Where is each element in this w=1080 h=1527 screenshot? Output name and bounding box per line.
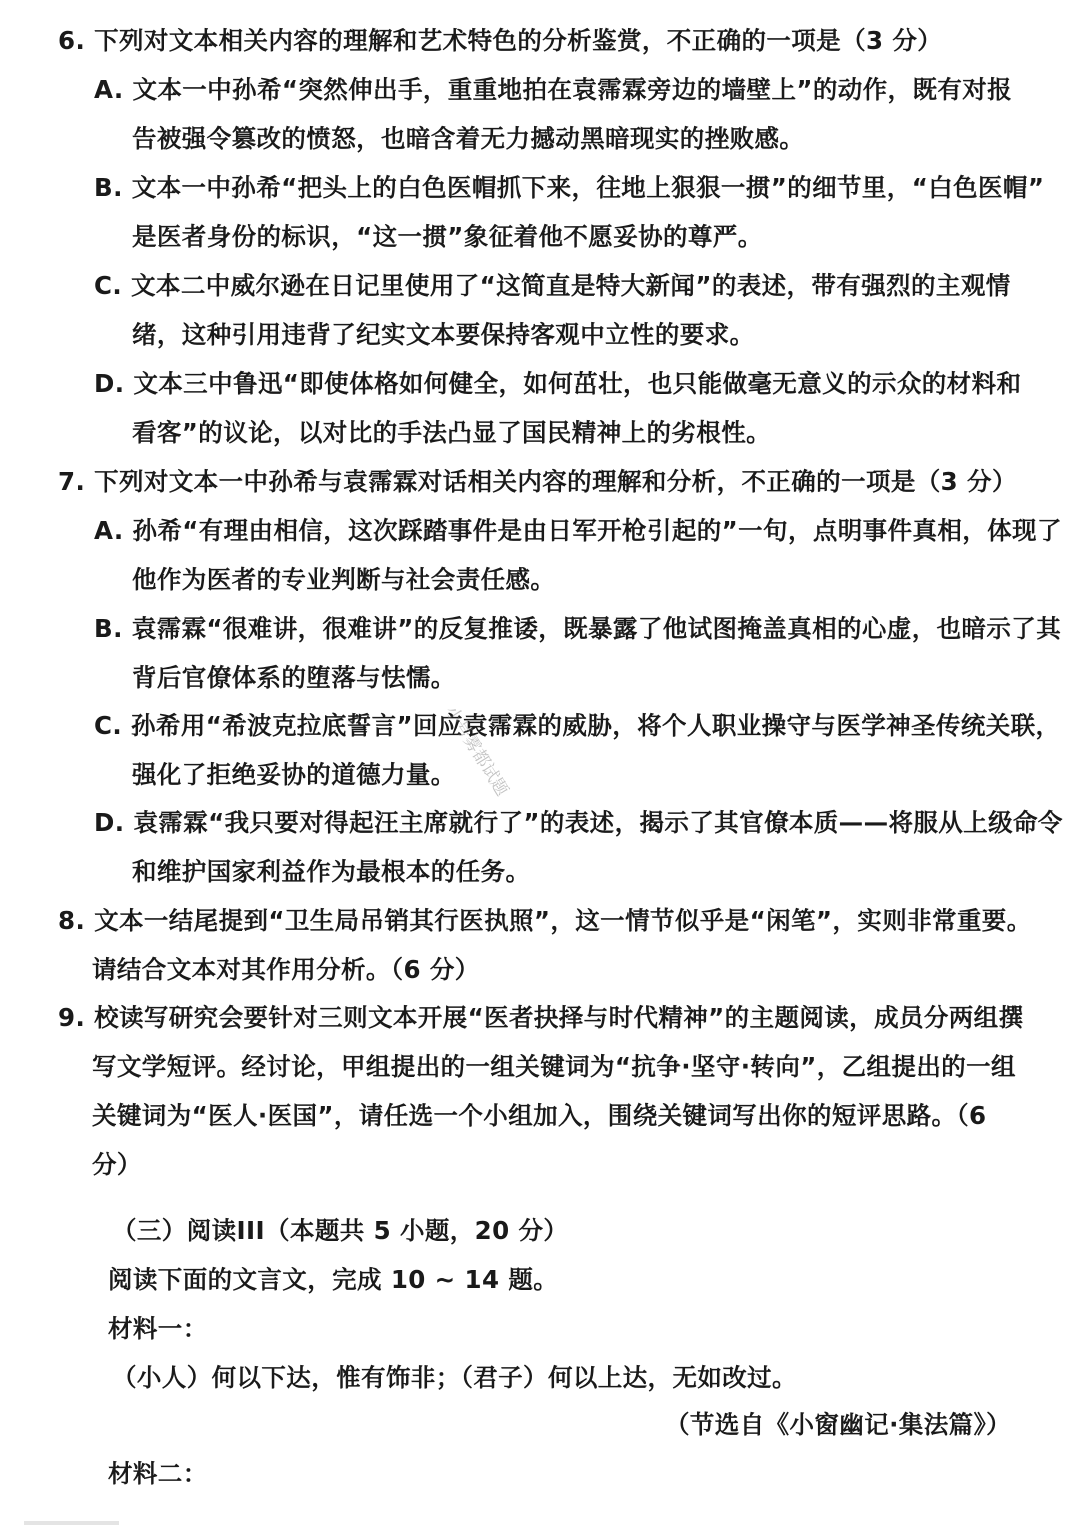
q9-line1: 9. 校读写研究会要针对三则文本开展“医者抉择与时代精神”的主题阅读，成员分两组撰 bbox=[58, 1003, 1024, 1032]
q6-option-d-line2: 看客”的议论，以对比的手法凸显了国民精神上的劣根性。 bbox=[132, 418, 771, 447]
q7-option-d-line1: D. 袁霈霖“我只要对得起汪主席就行了”的表述，揭示了其官僚本质——将服从上级命令 bbox=[94, 808, 1063, 837]
material-one-source: （节选自《小窗幽记·集法篇》） bbox=[665, 1410, 1012, 1439]
q6-option-a-line2: 告被强令篡改的愤怒，也暗含着无力撼动黑暗现实的挫败感。 bbox=[132, 124, 805, 153]
q6-stem: 6. 下列对文本相关内容的理解和艺术特色的分析鉴赏，不正确的一项是（3 分） bbox=[58, 26, 943, 55]
watermark: 小号雾都试题 bbox=[440, 702, 512, 800]
q7-option-c-line2: 强化了拒绝妥协的道德力量。 bbox=[132, 760, 456, 789]
section-title: （三）阅读III（本题共 5 小题，20 分） bbox=[112, 1216, 569, 1245]
q7-option-a-line1: A. 孙希“有理由相信，这次踩踏事件是由日军开枪引起的”一句，点明事件真相，体现了 bbox=[94, 516, 1062, 545]
q6-option-b-line2: 是医者身份的标识，“这一掼”象征着他不愿妥协的尊严。 bbox=[132, 222, 763, 251]
q6-option-c-line1: C. 文本二中威尔逊在日记里使用了“这简直是特大新闻”的表述，带有强烈的主观情 bbox=[94, 271, 1011, 300]
q6-option-c-line2: 绪，这种引用违背了纪实文本要保持客观中立性的要求。 bbox=[132, 320, 755, 349]
material-one-label: 材料一： bbox=[108, 1314, 208, 1343]
section-intro: 阅读下面的文言文，完成 10 ~ 14 题。 bbox=[108, 1265, 559, 1294]
q9-line2: 写文学短评。经讨论，甲组提出的一组关键词为“抗争·坚守·转向”，乙组提出的一组 bbox=[92, 1052, 1016, 1081]
q7-option-b-line2: 背后官僚体系的堕落与怯懦。 bbox=[132, 663, 456, 692]
q7-option-a-line2: 他作为医者的专业判断与社会责任感。 bbox=[132, 565, 556, 594]
q8-line1: 8. 文本一结尾提到“卫生局吊销其行医执照”，这一情节似乎是“闲笔”，实则非常重要。 bbox=[58, 906, 1032, 935]
q9-line4: 分） bbox=[92, 1150, 142, 1179]
q7-stem: 7. 下列对文本一中孙希与袁霈霖对话相关内容的理解和分析，不正确的一项是（3 分） bbox=[58, 467, 1017, 496]
q6-option-b-line1: B. 文本一中孙希“把头上的白色医帽抓下来，往地上狠狠一掼”的细节里，“白色医帽” bbox=[94, 173, 1045, 202]
material-one-text: （小人）何以下达，惟有饰非；（君子）何以上达，无如改过。 bbox=[112, 1363, 797, 1392]
material-two-label: 材料二： bbox=[108, 1459, 208, 1488]
q8-line2: 请结合文本对其作用分析。（6 分） bbox=[92, 955, 480, 984]
page-bottom-divider bbox=[24, 1521, 119, 1525]
q7-option-d-line2: 和维护国家利益作为最根本的任务。 bbox=[132, 857, 531, 886]
q7-option-c-line1: C. 孙希用“希波克拉底誓言”回应袁霈霖的威胁，将个人职业操守与医学神圣传统关联， bbox=[94, 711, 1061, 740]
q6-option-d-line1: D. 文本三中鲁迅“即使体格如何健全，如何茁壮，也只能做毫无意义的示众的材料和 bbox=[94, 369, 1022, 398]
q6-option-a-line1: A. 文本一中孙希“突然伸出手，重重地拍在袁霈霖旁边的墙壁上”的动作，既有对报 bbox=[94, 75, 1013, 104]
q7-option-b-line1: B. 袁霈霖“很难讲，很难讲”的反复推诿，既暴露了他试图掩盖真相的心虚，也暗示了其 bbox=[94, 614, 1062, 643]
q9-line3: 关键词为“医人·医国”，请任选一个小组加入，围绕关键词写出你的短评思路。（6 bbox=[92, 1101, 987, 1130]
